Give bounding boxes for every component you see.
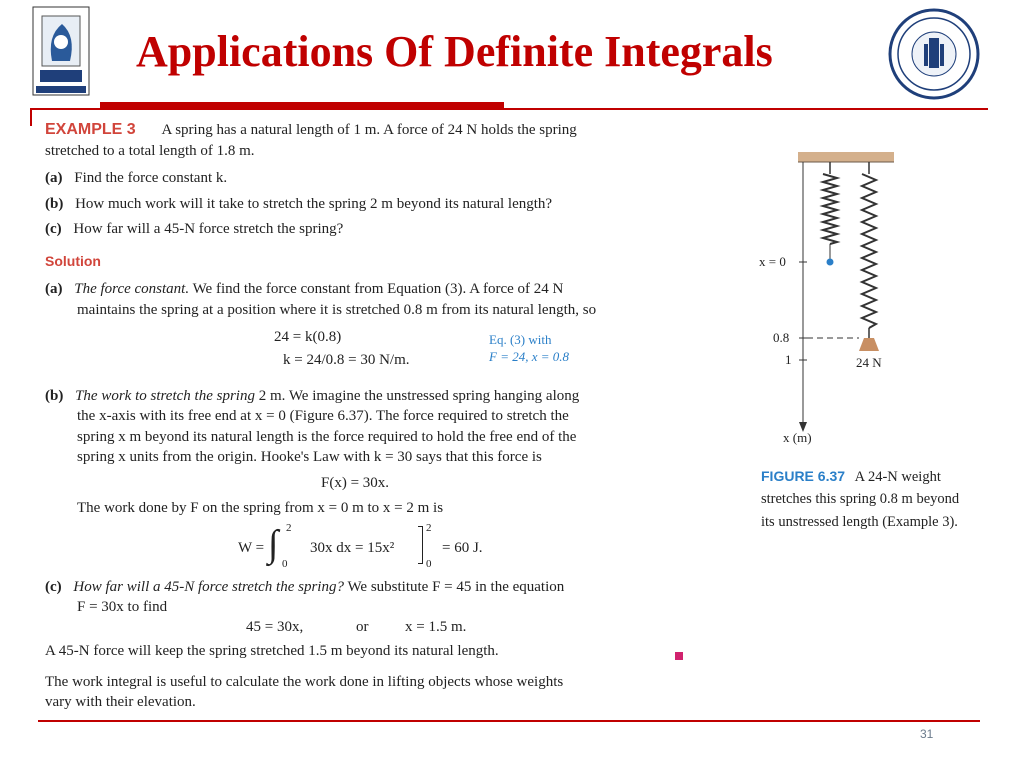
question-a-text: Find the force constant k. bbox=[74, 170, 228, 186]
solution-c-eq-right: x = 1.5 m. bbox=[405, 619, 467, 635]
solution-c-eq-left: 45 = 30x, bbox=[246, 619, 304, 635]
question-c-tag: (c) bbox=[45, 221, 62, 237]
example-label: EXAMPLE 3 bbox=[45, 121, 136, 138]
university-logo bbox=[32, 6, 90, 96]
ceiling-mount bbox=[798, 152, 894, 162]
spring-figure bbox=[755, 148, 1005, 448]
solution-b-text-1: 2 m. We imagine the unstressed spring hanging along bbox=[258, 388, 580, 404]
figure-caption-text-1: A 24-N weight bbox=[854, 469, 941, 485]
header-divider bbox=[30, 108, 988, 110]
question-b bbox=[45, 194, 552, 214]
integral-lhs: W = bbox=[238, 540, 265, 556]
solution-conclusion: A 45-N force will keep the spring stretched 1.5 m beyond its natural length. bbox=[45, 643, 499, 659]
example-intro-2: stretched to a total length of 1.8 m. bbox=[45, 143, 255, 159]
figure-label-weight: 24 N bbox=[856, 355, 882, 370]
figure-caption-text-2: stretches this spring 0.8 m beyond bbox=[761, 491, 960, 507]
solution-b-text-5: The work done by F on the spring from x = 0 m to x = 2 m is bbox=[77, 500, 444, 516]
solution-b-line-1 bbox=[45, 386, 579, 406]
figure-label-1: 1 bbox=[785, 352, 792, 367]
evaluation-upper-limit: 2 bbox=[426, 522, 432, 534]
solution-c-line-1 bbox=[45, 577, 564, 597]
solution-a-note-1: Eq. (3) with bbox=[489, 332, 552, 347]
solution-b-tag: (b) bbox=[45, 388, 64, 404]
integral-body: 30x dx = 15x² bbox=[310, 540, 395, 556]
solution-c-heading: How far will a 45-N force stretch the spring? bbox=[73, 579, 344, 595]
solution-label: Solution bbox=[45, 253, 101, 269]
stretched-spring bbox=[862, 174, 876, 328]
question-a bbox=[45, 168, 227, 188]
college-seal bbox=[888, 8, 980, 100]
closing-paragraph-1: The work integral is useful to calculate the work done in lifting objects whose weights bbox=[45, 674, 564, 690]
weight-block bbox=[859, 338, 879, 351]
solution-a-eq-1: 24 = k(0.8) bbox=[274, 329, 342, 345]
question-c bbox=[45, 219, 343, 239]
integral-sign: ∫ bbox=[268, 523, 279, 565]
integral-result: = 60 J. bbox=[442, 540, 483, 556]
evaluation-lower-limit: 0 bbox=[426, 558, 432, 570]
end-of-solution-icon bbox=[675, 647, 683, 665]
solution-a-text-1: We find the force constant from Equation (3). A force of 24 N bbox=[192, 281, 564, 297]
question-b-tag: (b) bbox=[45, 196, 64, 212]
work-integral-equation bbox=[238, 522, 538, 572]
slide-title: Applications Of Definite Integrals bbox=[136, 27, 773, 76]
footer-divider bbox=[38, 720, 980, 722]
question-a-tag: (a) bbox=[45, 170, 63, 186]
solution-c-text-1: We substitute F = 45 in the equation bbox=[347, 579, 565, 595]
solution-a-eq-2: k = 24/0.8 = 30 N/m. bbox=[283, 352, 410, 368]
header-divider-tick bbox=[30, 108, 32, 126]
integral-lower-limit: 0 bbox=[282, 558, 288, 570]
figure-label-0-8: 0.8 bbox=[773, 330, 790, 345]
solution-b-eq-1: F(x) = 30x. bbox=[321, 475, 390, 491]
example-line-1 bbox=[45, 120, 577, 140]
free-end-point bbox=[827, 259, 834, 266]
figure-caption-label: FIGURE 6.37 bbox=[761, 468, 846, 484]
solution-b-heading: The work to stretch the spring bbox=[75, 388, 255, 404]
solution-c-tag: (c) bbox=[45, 579, 62, 595]
page-number: 31 bbox=[920, 727, 934, 741]
integral-upper-limit: 2 bbox=[286, 522, 292, 534]
solution-a-text-2: maintains the spring at a position where it is stretched 0.8 m from its natural length, so bbox=[77, 302, 597, 318]
closing-paragraph-2: vary with their elevation. bbox=[45, 694, 196, 710]
question-c-text: How far will a 45-N force stretch the spring? bbox=[73, 221, 344, 237]
figure-caption-text-3: its unstressed length (Example 3). bbox=[761, 514, 958, 530]
solution-a-line-1 bbox=[45, 279, 563, 299]
figure-label-x0: x = 0 bbox=[759, 254, 786, 269]
solution-b-text-2: the x-axis with its free end at x = 0 (Figure 6.37). The force required to stretch the bbox=[77, 408, 569, 424]
solution-c-eq-mid: or bbox=[356, 619, 369, 635]
solution-a-tag: (a) bbox=[45, 281, 63, 297]
solution-c-text-2: F = 30x to find bbox=[77, 599, 168, 615]
question-b-text: How much work will it take to stretch the spring 2 m beyond its natural length? bbox=[75, 196, 553, 212]
solution-b-text-4: spring x units from the origin. Hooke's Law with k = 30 says that this force is bbox=[77, 449, 542, 465]
solution-b-text-3: spring x m beyond its natural length is the force required to hold the free end of the bbox=[77, 429, 577, 445]
figure-label-axis: x (m) bbox=[783, 430, 812, 445]
evaluation-bracket bbox=[418, 526, 423, 564]
figure-caption-line-1 bbox=[761, 466, 941, 487]
unstressed-spring bbox=[823, 174, 837, 244]
solution-a-note-2: F = 24, x = 0.8 bbox=[489, 349, 570, 364]
solution-a-heading: The force constant. bbox=[74, 281, 190, 297]
example-intro-1: A spring has a natural length of 1 m. A force of 24 N holds the spring bbox=[161, 122, 577, 138]
